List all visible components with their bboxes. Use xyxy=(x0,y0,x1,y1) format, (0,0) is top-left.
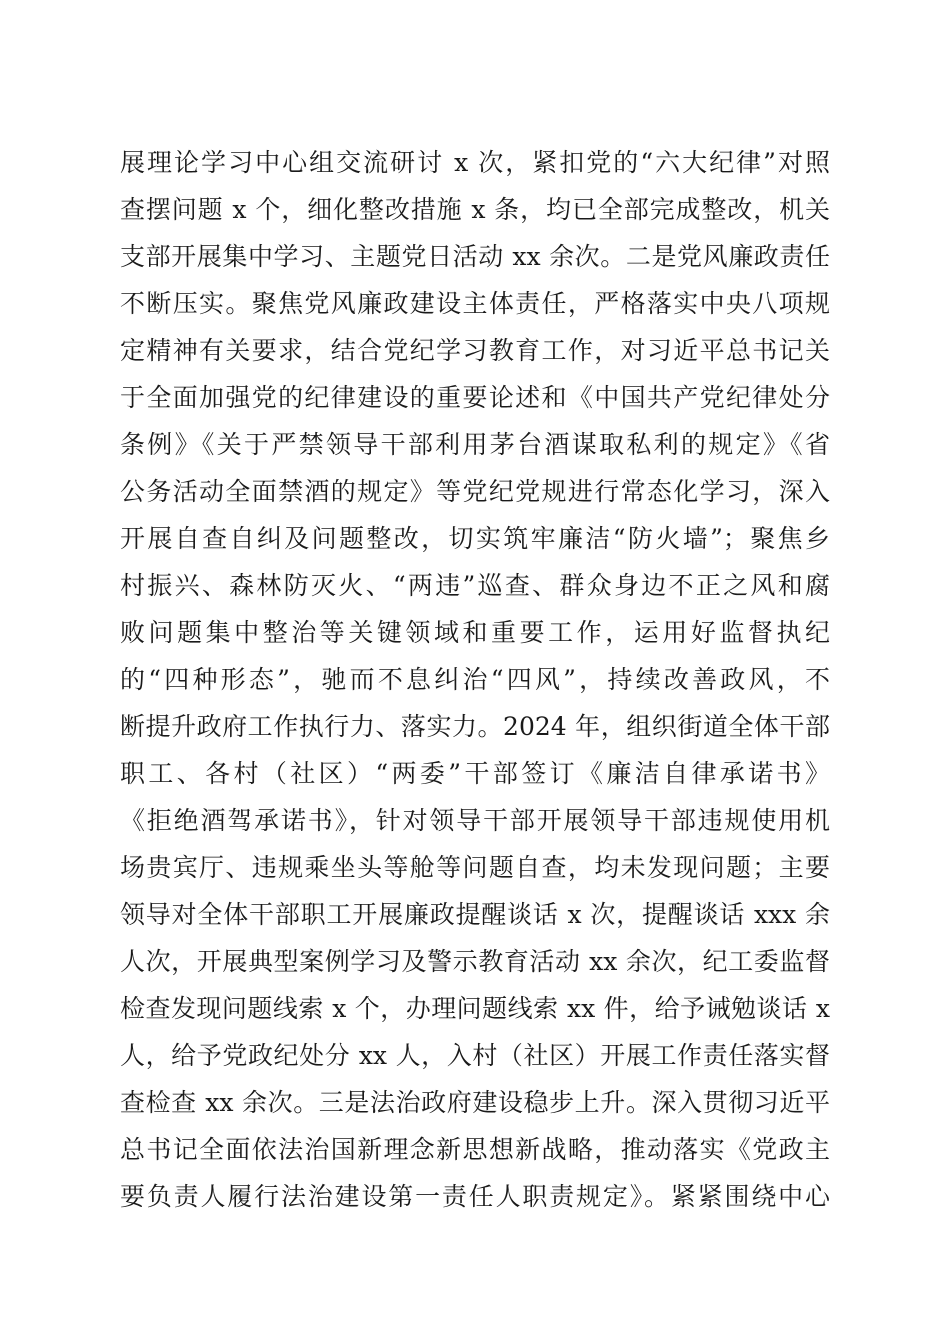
text-line: 于全面加强党的纪律建设的重要论述和《中国共产党纪律处分 xyxy=(120,383,830,412)
body-text xyxy=(120,139,830,1220)
text-line: 人，给予党政纪处分 xx 人，入村（社区）开展工作责任落实督 xyxy=(120,1041,830,1070)
text-line: 定精神有关要求，结合党纪学习教育工作，对习近平总书记关 xyxy=(120,336,830,365)
text-line: 查检查 xx 余次。三是法治政府建设稳步上升。深入贯彻习近平 xyxy=(120,1088,830,1117)
text-line: 条例》《关于严禁领导干部利用茅台酒谋取私利的规定》《省 xyxy=(120,430,830,459)
text-line: 公务活动全面禁酒的规定》等党纪党规进行常态化学习，深入 xyxy=(120,477,830,506)
text-line: 村振兴、森林防灭火、“两违”巡查、群众身边不正之风和腐 xyxy=(120,571,830,600)
text-line: 人次，开展典型案例学习及警示教育活动 xx 余次，纪工委监督 xyxy=(120,947,830,976)
text-line: 查摆问题 x 个，细化整改措施 x 条，均已全部完成整改，机关 xyxy=(120,195,830,224)
text-line: 不断压实。聚焦党风廉政建设主体责任，严格落实中央八项规 xyxy=(120,289,830,318)
text-line: 开展自查自纠及问题整改，切实筑牢廉洁“防火墙”；聚焦乡 xyxy=(120,524,830,553)
text-line: 支部开展集中学习、主题党日活动 xx 余次。二是党风廉政责任 xyxy=(120,242,830,271)
text-line: 败问题集中整治等关键领域和重要工作，运用好监督执纪 xyxy=(120,618,830,647)
text-line: 的“四种形态”，驰而不息纠治“四风”，持续改善政风，不 xyxy=(120,665,830,694)
text-line: 检查发现问题线索 x 个，办理问题线索 xx 件，给予诫勉谈话 x xyxy=(120,994,830,1023)
text-line: 场贵宾厅、违规乘坐头等舱等问题自查，均未发现问题；主要 xyxy=(120,853,830,882)
text-line: 断提升政府工作执行力、落实力。2024 年，组织街道全体干部 xyxy=(120,712,830,741)
text-line: 职工、各村（社区）“两委”干部签订《廉洁自律承诺书》 xyxy=(120,759,830,788)
text-line: 总书记全面依法治国新理念新思想新战略，推动落实《党政主 xyxy=(120,1135,830,1164)
text-line: 领导对全体干部职工开展廉政提醒谈话 x 次，提醒谈话 xxx 余 xyxy=(120,900,830,929)
text-line: 展理论学习中心组交流研讨 x 次，紧扣党的“六大纪律”对照 xyxy=(120,148,830,177)
text-line: 《拒绝酒驾承诺书》，针对领导干部开展领导干部违规使用机 xyxy=(120,806,830,835)
text-line: 要负责人履行法治建设第一责任人职责规定》。紧紧围绕中心 xyxy=(120,1182,830,1211)
